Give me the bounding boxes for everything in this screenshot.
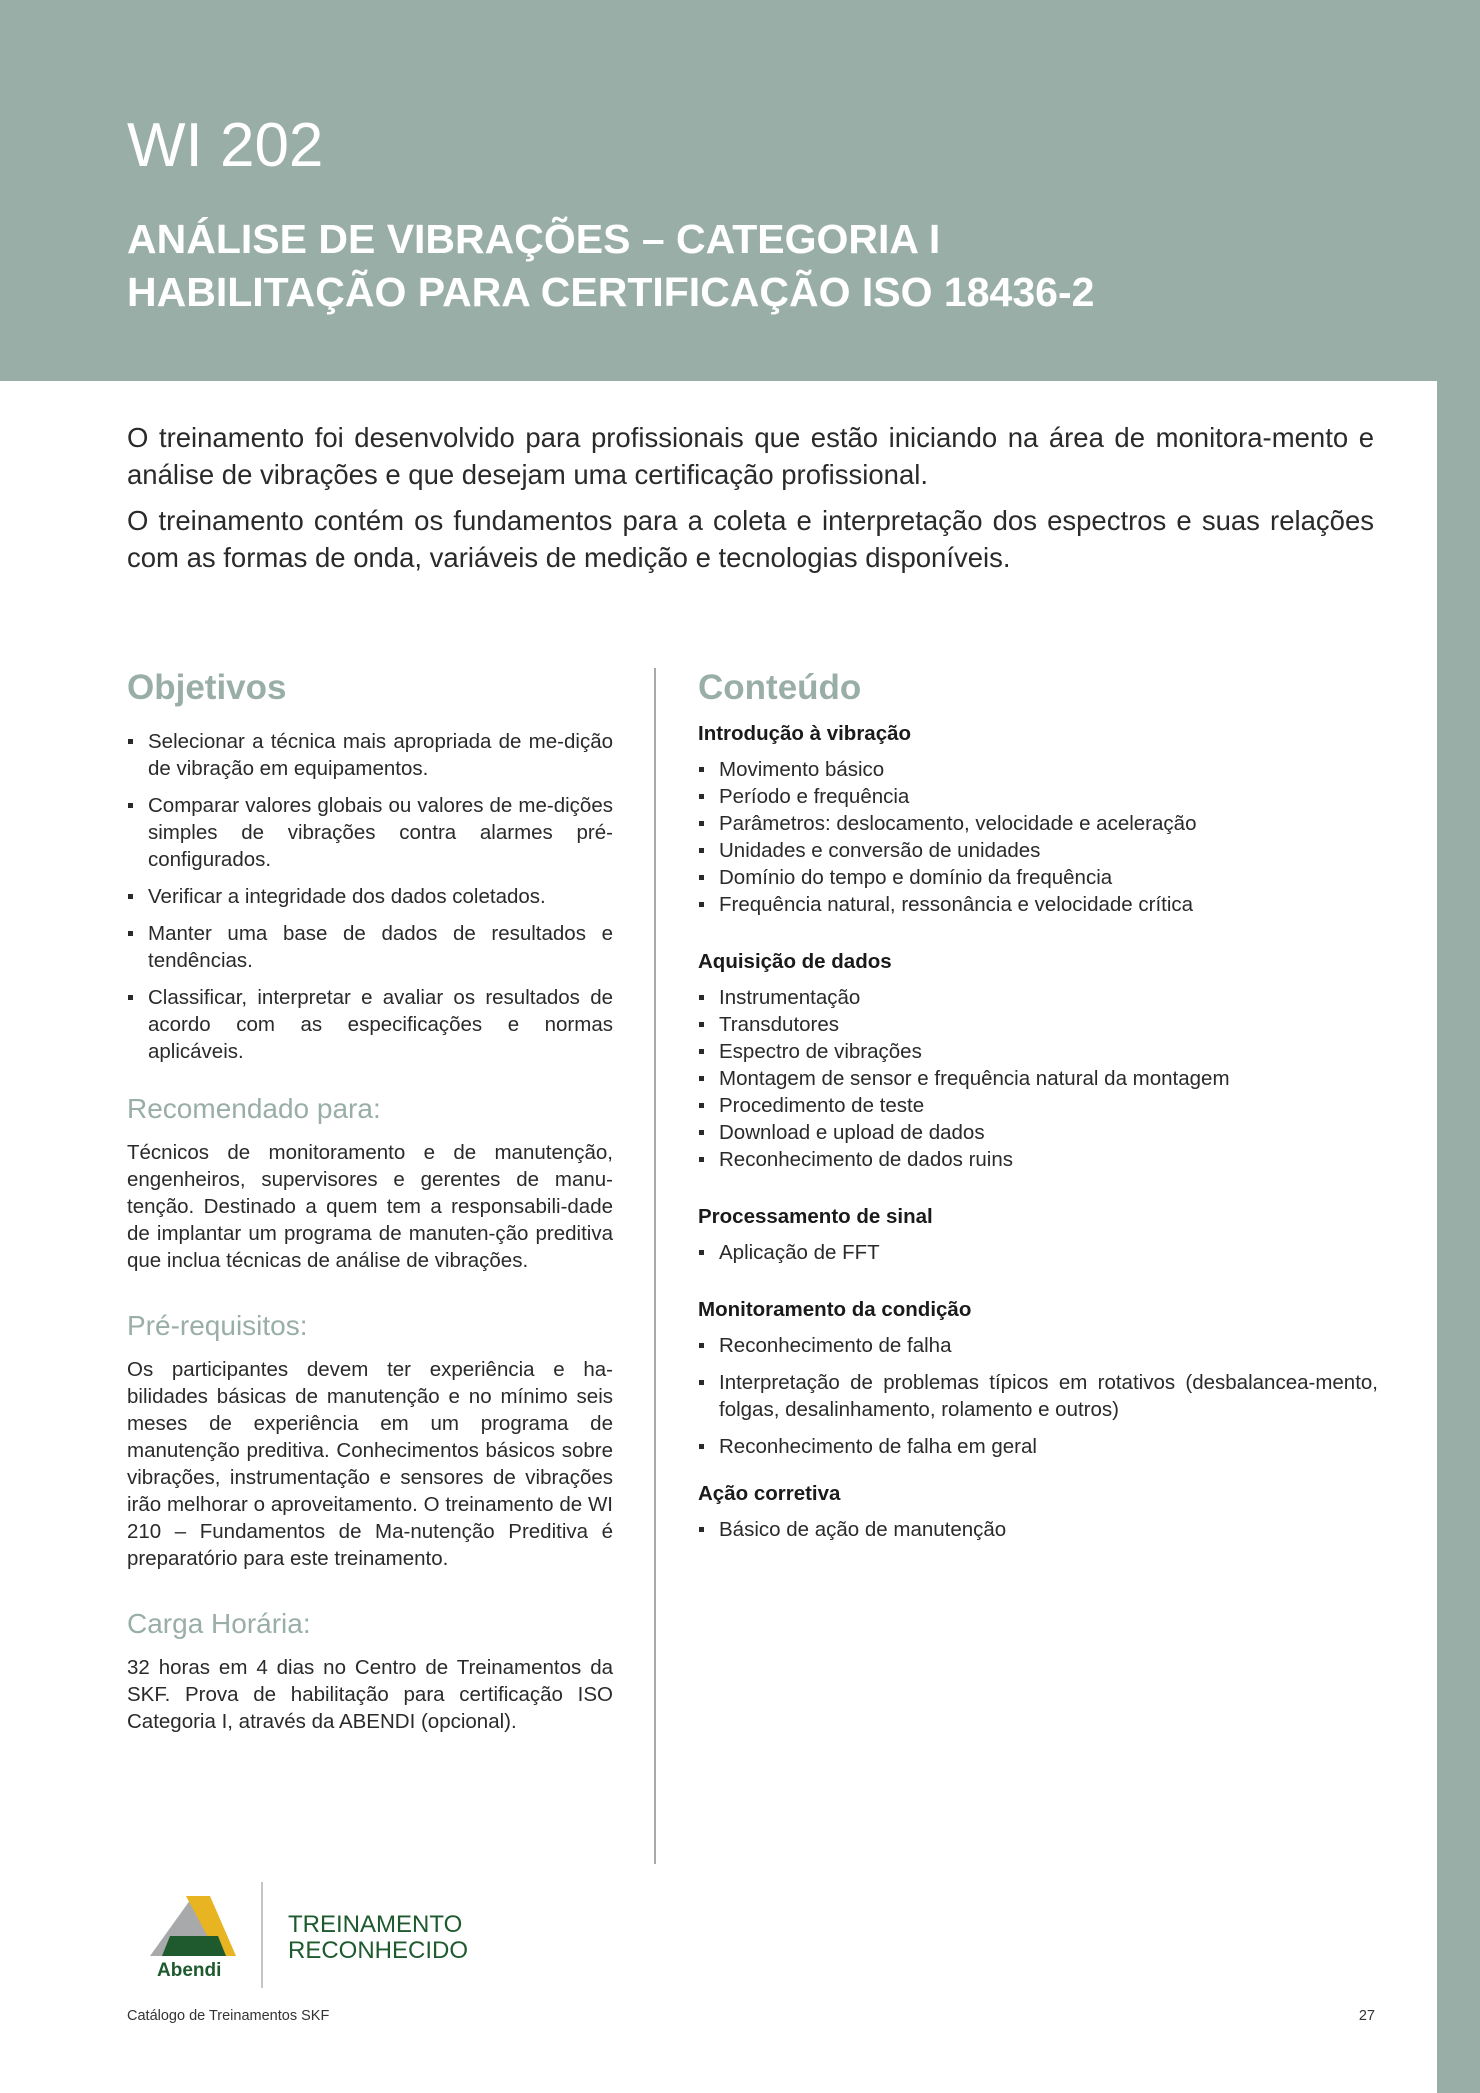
- carga-horaria-text: 32 horas em 4 dias no Centro de Treinamentos da SKF. Prova de habilitação para certificação ISO Categoria I, através da ABENDI (opcional).: [127, 1656, 613, 1733]
- list-item: Download e upload de dados: [698, 1119, 1378, 1146]
- prerequisitos-heading: Pré-requisitos:: [127, 1310, 308, 1341]
- right-column: [698, 666, 1378, 1573]
- list-item: Verificar a integridade dos dados coletados.: [127, 883, 613, 910]
- objetivos-heading: Objetivos: [127, 668, 287, 707]
- topic-list: [698, 984, 1378, 1173]
- course-code: WI 202: [127, 111, 324, 180]
- prerequisitos-text: Os participantes devem ter experiência e ha-bilidades básicas de manutenção e no mínimo seis meses de experiência em um programa de manutenção preditiva. Conhecimentos básicos sobre vibrações, instrumentação e sensores de vibrações irão melhorar o aproveitamento. O treinamento de WI 210 – Fundamentos de Ma-nutenção Preditiva é preparatório para este treinamento.: [127, 1358, 613, 1570]
- abendi-logo-icon: [148, 1894, 238, 1958]
- list-item: Selecionar a técnica mais apropriada de me-dição de vibração em equipamentos.: [127, 728, 613, 782]
- list-item: Manter uma base de dados de resultados e tendências.: [127, 920, 613, 974]
- badge-line-1: TREINAMENTO: [288, 1911, 463, 1938]
- topic-list: [698, 1516, 1378, 1543]
- list-item: Movimento básico: [698, 756, 1378, 783]
- list-item: Frequência natural, ressonância e velocidade crítica: [698, 891, 1378, 918]
- list-item: Unidades e conversão de unidades: [698, 837, 1378, 864]
- topic-list: [698, 756, 1378, 918]
- topic-aquisicao: [698, 948, 1378, 1173]
- topic-title: Ação corretiva: [698, 1482, 841, 1505]
- list-item: Montagem de sensor e frequência natural da montagem: [698, 1065, 1378, 1092]
- topic-title: Aquisição de dados: [698, 950, 892, 973]
- page-number: 27: [1358, 2008, 1375, 2024]
- topic-list: [698, 1239, 1378, 1266]
- objetivos-list: [127, 728, 613, 1065]
- topic-monitoramento: [698, 1296, 1378, 1460]
- topic-list: [698, 1332, 1378, 1460]
- badge-line-2: RECONHECIDO: [288, 1937, 469, 1964]
- recognized-training-badge: [145, 1880, 485, 1980]
- list-item: Interpretação de problemas típicos em rotativos (desbalancea-mento, folgas, desalinhamento, rolamento e outros): [698, 1369, 1378, 1423]
- list-item: Classificar, interpretar e avaliar os resultados de acordo com as especificações e normas aplicáveis.: [127, 984, 613, 1065]
- topic-acao-corretiva: [698, 1480, 1378, 1543]
- topic-processamento: [698, 1203, 1378, 1266]
- list-item: Domínio do tempo e domínio da frequência: [698, 864, 1378, 891]
- list-item: Reconhecimento de falha: [698, 1332, 1378, 1359]
- list-item: Comparar valores globais ou valores de me-dições simples de vibrações contra alarmes pré-configurados.: [127, 792, 613, 873]
- course-title-line-2: HABILITAÇÃO PARA CERTIFICAÇÃO ISO 18436-2: [127, 269, 1095, 315]
- topic-title: Processamento de sinal: [698, 1205, 933, 1228]
- intro-paragraph-2: O treinamento contém os fundamentos para a coleta e interpretação dos espectros e suas relações com as formas de onda, variáveis de medição e tecnologias disponíveis.: [127, 505, 1374, 573]
- footer-catalog-name: Catálogo de Treinamentos SKF: [127, 2008, 330, 2024]
- intro-paragraph-1: O treinamento foi desenvolvido para profissionais que estão iniciando na área de monitora-mento e análise de vibrações e que desejam uma certificação profissional.: [127, 422, 1374, 490]
- list-item: Aplicação de FFT: [698, 1239, 1378, 1266]
- list-item: Parâmetros: deslocamento, velocidade e aceleração: [698, 810, 1378, 837]
- list-item: Reconhecimento de dados ruins: [698, 1146, 1378, 1173]
- right-side-strip: [1437, 381, 1480, 2093]
- course-title: [127, 213, 1377, 319]
- list-item: Reconhecimento de falha em geral: [698, 1433, 1378, 1460]
- topic-introducao: [698, 720, 1378, 918]
- list-item: Período e frequência: [698, 783, 1378, 810]
- badge-text: [288, 1912, 468, 1964]
- list-item: Instrumentação: [698, 984, 1378, 1011]
- list-item: Espectro de vibrações: [698, 1038, 1378, 1065]
- header-band: [0, 0, 1480, 381]
- topic-title: Monitoramento da condição: [698, 1298, 972, 1321]
- topic-title: Introdução à vibração: [698, 722, 912, 745]
- conteudo-heading: Conteúdo: [698, 668, 862, 707]
- left-column: [127, 666, 613, 1735]
- column-divider: [654, 668, 656, 1864]
- carga-horaria-heading: Carga Horária:: [127, 1608, 311, 1639]
- badge-separator: [261, 1882, 263, 1988]
- list-item: Básico de ação de manutenção: [698, 1516, 1378, 1543]
- list-item: Transdutores: [698, 1011, 1378, 1038]
- intro-text: [127, 420, 1374, 586]
- course-title-line-1: ANÁLISE DE VIBRAÇÕES – CATEGORIA I: [127, 216, 941, 262]
- abendi-logo-label: Abendi: [157, 1960, 222, 1981]
- recomendado-text: Técnicos de monitoramento e de manutenção, engenheiros, supervisores e gerentes de manu-tenção. Destinado a quem tem a responsabili-dade de implantar um programa de manuten-ção preditiva que inclua técnicas de análise de vibrações.: [127, 1141, 613, 1272]
- recomendado-heading: Recomendado para:: [127, 1093, 381, 1124]
- list-item: Procedimento de teste: [698, 1092, 1378, 1119]
